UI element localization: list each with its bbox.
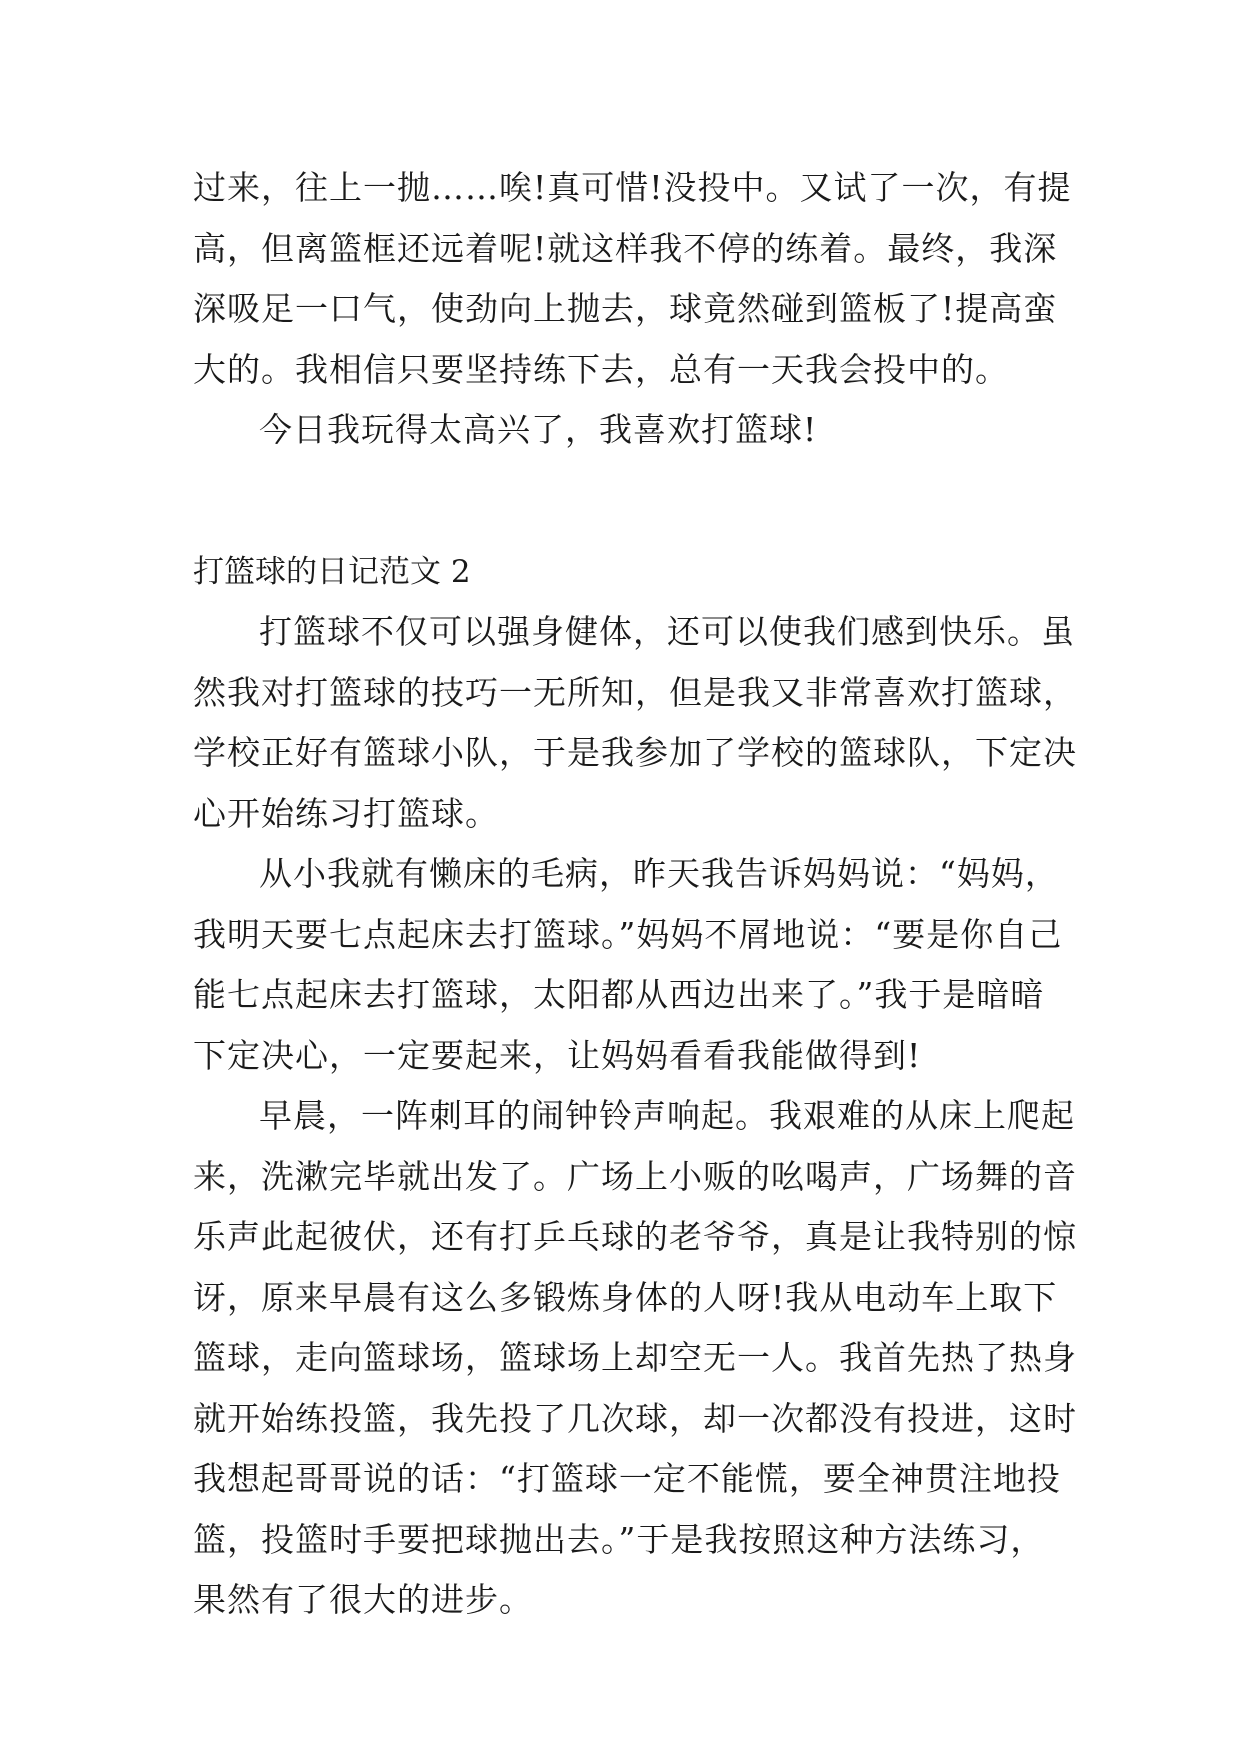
document-page (193, 158, 1077, 1631)
text-line: 下定决心，一定要起来，让妈妈看看我能做得到! (193, 1035, 922, 1075)
paragraph-2 (193, 844, 1063, 1086)
text-line: 我想起哥哥说的话：“打篮球一定不能慌，要全神贯注地投 (193, 1459, 1061, 1498)
text-line: 讶，原来早晨有这么多锻炼身体的人呀!我从电动车上取下 (193, 1277, 1058, 1317)
text-line: 从小我就有懒床的毛病，昨天我告诉妈妈说：“妈妈， (259, 854, 1059, 893)
text-line: 乐声此起彼伏，还有打乒乓球的老爷爷，真是让我特别的惊 (193, 1217, 1077, 1256)
section-spacer (193, 461, 1063, 542)
text-line: 然我对打篮球的技巧一无所知，但是我又非常喜欢打篮球， (193, 672, 1077, 712)
text-line: 今日我玩得太高兴了，我喜欢打篮球! (259, 410, 818, 449)
text-line: 能七点起床去打篮球，太阳都从西边出来了。”我于是暗暗 (193, 975, 1045, 1014)
paragraph-continued (193, 158, 1072, 400)
text-line: 高，但离篮框还远着呢!就这样我不停的练着。最终，我深 (193, 228, 1058, 268)
text-line: 我明天要七点起床去打篮球。”妈妈不屑地说：“要是你自己 (193, 914, 1063, 954)
text-line: 打篮球不仅可以强身健体，还可以使我们感到快乐。虽 (259, 612, 1075, 651)
text-line: 学校正好有篮球小队，于是我参加了学校的篮球队，下定决 (193, 733, 1077, 772)
text-line: 深吸足一口气，使劲向上抛去，球竟然碰到篮板了!提高蛮 (193, 289, 1058, 328)
paragraph-closing (193, 400, 1063, 461)
text-line: 篮，投篮时手要把球抛出去。”于是我按照这种方法练习， (193, 1519, 1045, 1559)
text-line: 大的。我相信只要坚持练下去，总有一天我会投中的。 (193, 349, 1009, 389)
text-line: 心开始练习打篮球。 (193, 793, 499, 833)
text-line: 来，洗漱完毕就出发了。广场上小贩的吆喝声，广场舞的音 (193, 1156, 1077, 1196)
text-line: 篮球，走向篮球场，篮球场上却空无一人。我首先热了热身 (193, 1338, 1077, 1377)
text-line: 就开始练投篮，我先投了几次球，却一次都没有投进，这时 (193, 1398, 1077, 1438)
text-line: 过来，往上一抛……唉!真可惜!没投中。又试了一次，有提 (193, 168, 1072, 207)
section-heading: 打篮球的日记范文 2 (193, 553, 471, 590)
paragraph-1 (193, 602, 1077, 844)
paragraph-3 (193, 1086, 1077, 1631)
text-line: 果然有了很大的进步。 (193, 1580, 533, 1619)
text-line: 早晨，一阵刺耳的闹钟铃声响起。我艰难的从床上爬起 (259, 1096, 1075, 1135)
